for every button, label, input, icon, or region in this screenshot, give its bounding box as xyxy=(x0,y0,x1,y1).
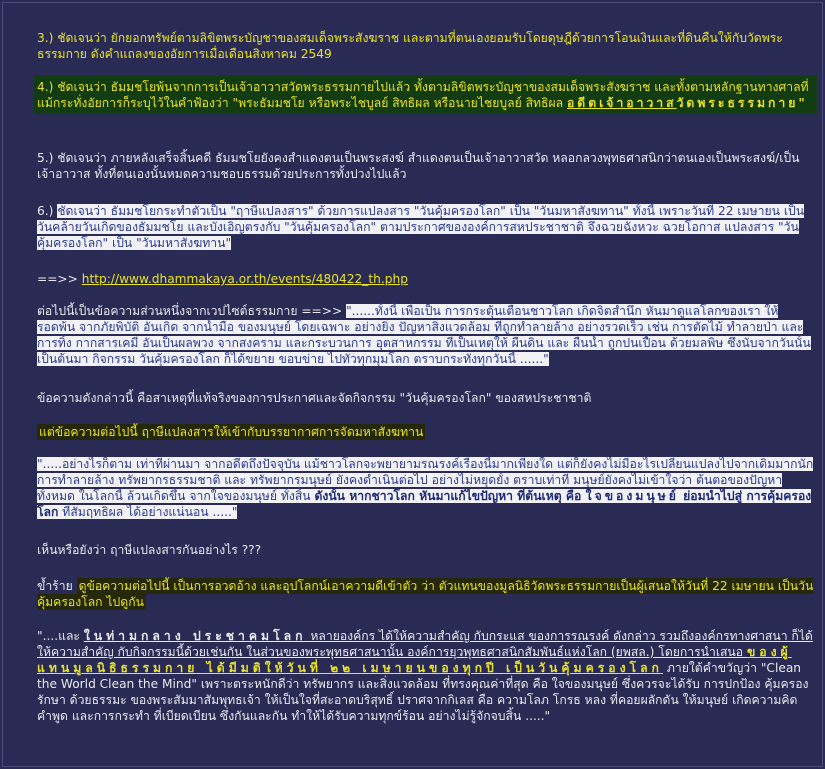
website-excerpt xyxy=(37,303,815,367)
item-3 xyxy=(37,30,815,62)
altered-quote-bold-1: ดังนั้น หากชาวโลก หันมาแก้ไขปัญหา ที่ต้นเหตุ คือ xyxy=(314,489,586,503)
un-purpose-note xyxy=(37,390,815,406)
excerpt-intro: ต่อไปนี้เป็นข้อความส่วนหนึ่งจากเวปไซต์ธรรมกาย ==>> xyxy=(37,304,347,318)
worse-text: ดูข้อความต่อไปนี้ เป็นการอวดอ้าง และอุปโลกน์เอาความดีเข้าตัว ว่า ตัวแทนของมูลนิธิวัดพระธรรมกายเป็นผู้เสนอให้วันที่ 22 เมษายน เป็นวันคุ้มครองโลก ไปดูกัน xyxy=(37,579,814,609)
worse-note xyxy=(37,578,815,610)
claim-quote-body: หลายองค์กร ได้ให้ความสำคัญ กับกระแส ของการรณรงค์ ดังกล่าว รวมถึงองค์กรทางศาสนา ก็ได้ให้ความสำคัญ กับกิจกรรมนี้ด้วยเช่นกัน ในส่วนของพระพุทธศาสนานั้น องค์การยุวพุทธศาสนิกสัมพันธ์แห่งโลก (ยพสล.) โดยการนำเสนอ xyxy=(37,629,813,659)
altered-quote-text: ".....อย่างไรก็ตาม เท่าที่ผ่านมา จากอดีตถึงปัจจุบัน แม้ชาวโลกจะพยายามรณรงค์เรื่องนี้มากเพียงใด แต่ก็ยังคงไม่มีอะไรเปลี่ยนแปลงไปจากเดิมมากนัก การทำลายล้าง ทรัพยากรธรรมชาติ และ ทรัพยากรมนุษย์ ยังคงดำเนินต่อไป อย่างไม่หยุดยั้ง ตราบเท่าที่ มนุษย์ยังคงไม่เข้าใจว่า ต้นตอของปัญหา ทั้งหมด ในโลกนี้ ล้วนเกิดขึ้น จากใจของมนุษย์ ทั้งสิ้น xyxy=(37,457,814,503)
claim-quote-world-community: ในท่ามกลาง ประชาคมโลก xyxy=(83,629,307,643)
item-5-text: 5.) ชัดเจนว่า ภายหลังเสร็จสิ้นคดี ธัมมชโยยังคงสำแดงตนเป็นพระสงฆ์ สำแดงตนเป็นเจ้าอาวาสวัด หลอกลวงพุทธศาสนิกว่าตนเองเป็นพระสงฆ์/เป็นเจ้าอาวาส ทั้งที่ตนเองนั้นหมดความชอบธรรมด้วยประการทั้งปวงไปแล้ว xyxy=(37,151,800,181)
question-line xyxy=(37,542,815,558)
item-4-text: 4.) ชัดเจนว่า ธัมมชโยพ้นจากการเป็นเจ้าอาวาสวัดพระธรรมกายไปแล้ว ทั้งตามลิขิตพระบัญชาของสมเด็จพระสังฆราช และทั้งตามหลักฐานทางศาลที่แม้กระทั่งอัยการก็ระบุไว้ในคำฟ้องว่า "พระธัมมชโย หรือพระไชบูลย์ สิทธิผล หรือนายไชยบูลย์ สิทธิผล xyxy=(37,80,809,110)
altered-quote-human-mind: ใจของมนุษย์ xyxy=(585,489,679,503)
claim-quote xyxy=(37,628,815,724)
dhammakaya-events-link[interactable]: http://www.dhammakaya.or.th/events/480422_th.php xyxy=(81,272,408,286)
un-purpose-text: ข้อความดังกล่าวนี้ คือสาเหตุที่แท้จริงของการประกาศและจัดกิจกรรม "วันคุ้มครองโลก" ของสหประชาชาติ xyxy=(37,391,592,405)
altered-quote xyxy=(37,456,815,520)
question-text: เห็นหรือยังว่า ฤาษีแปลงสารกันอย่างไร ??? xyxy=(37,543,262,557)
item-4-temple: วัดพระธรรมกาย" xyxy=(676,96,808,110)
item-3-text: 3.) ชัดเจนว่า ยักยอกทรัพย์ตามลิขิตพระบัญชาของสมเด็จพระสังฆราช และตามที่ตนเองยอมรับโดยดุษฎีด้วยการโอนเงินและที่ดินคืนให้กับวัดพระธรรมกาย ดังคำแถลงของอัยการเมื่อเดือนสิงหาคม 2549 xyxy=(37,31,783,61)
worse-lead: ข้ำร้าย xyxy=(37,579,77,593)
item-6-number: 6.) xyxy=(37,204,58,218)
item-4-former-abbot: อดีตเจ้าอาวาส xyxy=(566,96,677,110)
altered-quote-end: ที่สัมฤทธิผล ได้อย่างแน่นอน ....." xyxy=(58,505,238,519)
item-4 xyxy=(34,75,817,114)
excerpt-quote: "......ทั้งนี้ เพื่อเป็น การกระตุ้นเตือนชาวโลก เกิดจิตสำนึก หันมาดูแลโลกของเรา ให้รอดพ้น จากภัยพิบัติ อันเกิด จากน้ำมือ ของมนุษย์ โดยเฉพาะ อย่างยิ่ง ปัญหาสิ่งแวดล้อม ที่ถูกทำลายล้าง อย่างรวดเร็ว เช่น การตัดไม้ ทำลายป่า และการทิ้ง กากสารเคมี อันเป็นผลพวง จากสงคราม และกระบวนการ อุตสาหกรรม ที่เป็นเหตุให้ ผืนดิน และ ผืนน้ำ ถูกปนเปื้อน ด้วยมลพิษ ซึ่งนับจากวันนั้น เป็นต้นมา กิจกรรม วันคุ้มครองโลก ก็ได้ขยาย ขอบข่าย ไปทั่วทุกมุมโลก ตราบกระทั่งทุกวันนี้ ......" xyxy=(37,304,811,366)
source-link-line xyxy=(37,271,815,287)
link-arrow: ==>> xyxy=(37,272,82,286)
claim-quote-foundation: ของผู้แทนมูลนิธิธรรมกาย ได้มีมติให้วันที่ ๒๒ เมษายนของทุกปี เป็นวันคุ้มครองโลก xyxy=(37,645,792,675)
altered-message-text: แต่ข้อความต่อไปนี้ ฤาษีแปลงสารให้เข้ากับบรรยากาศการจัดมหาสังฆทาน xyxy=(39,425,424,439)
claim-quote-open: "....และ xyxy=(37,629,84,643)
altered-quote-bold-2: ย่อมนำไปสู่ การคุ้มครองโลก xyxy=(37,489,812,519)
claim-quote-end: ภายใต้คำขวัญว่า "Clean the World Clean the Mind" เพราะตระหนักดีว่า ทรัพยากร และสิ่งแวดล้อม ที่ทรงคุณค่าที่สุด คือ ใจของมนุษย์ ซึ่งควรจะได้รับ การปกป้อง คุ้มครอง รักษา ด้วยธรรมะ ของพระสัมมาสัมพุทธเจ้า ให้เป็นใจที่สะอาดบริสุทธิ์ ปราศจากกิเลส คือ ความโลภ โกรธ หลง ที่คอยผลักดัน ให้มนุษย์ เกิดความคิด คำพูด และการกระทำ ที่เบียดเบียน ซึ่งกันและกัน ทำให้ได้รับความทุกข์ร้อน อย่างไม่รู้จักจบสิ้น ....." xyxy=(37,661,809,723)
item-6 xyxy=(37,203,815,251)
altered-message-note xyxy=(37,424,815,440)
item-6-text: ชัดเจนว่า ธัมมชโยกระทำตัวเป็น "ฤาษีแปลงสาร" ด้วยการแปลงสาร "วันคุ้มครองโลก" เป็น "วันมหาสังฆทาน" ทั้งนี้ เพราะวันที่ 22 เมษายน เป็นวันคล้ายวันเกิดของธัมมชโย และบังเอิญตรงกับ "วันคุ้มครองโลก" ตามประกาศขององค์การสหประชาชาติ จึงฉวยฉังหวะ ฉวยโอกาส แปลงสาร "วันคุ้มครองโลก" เป็น "วันมหาสังฆทาน" xyxy=(37,204,805,250)
item-5 xyxy=(37,150,815,182)
